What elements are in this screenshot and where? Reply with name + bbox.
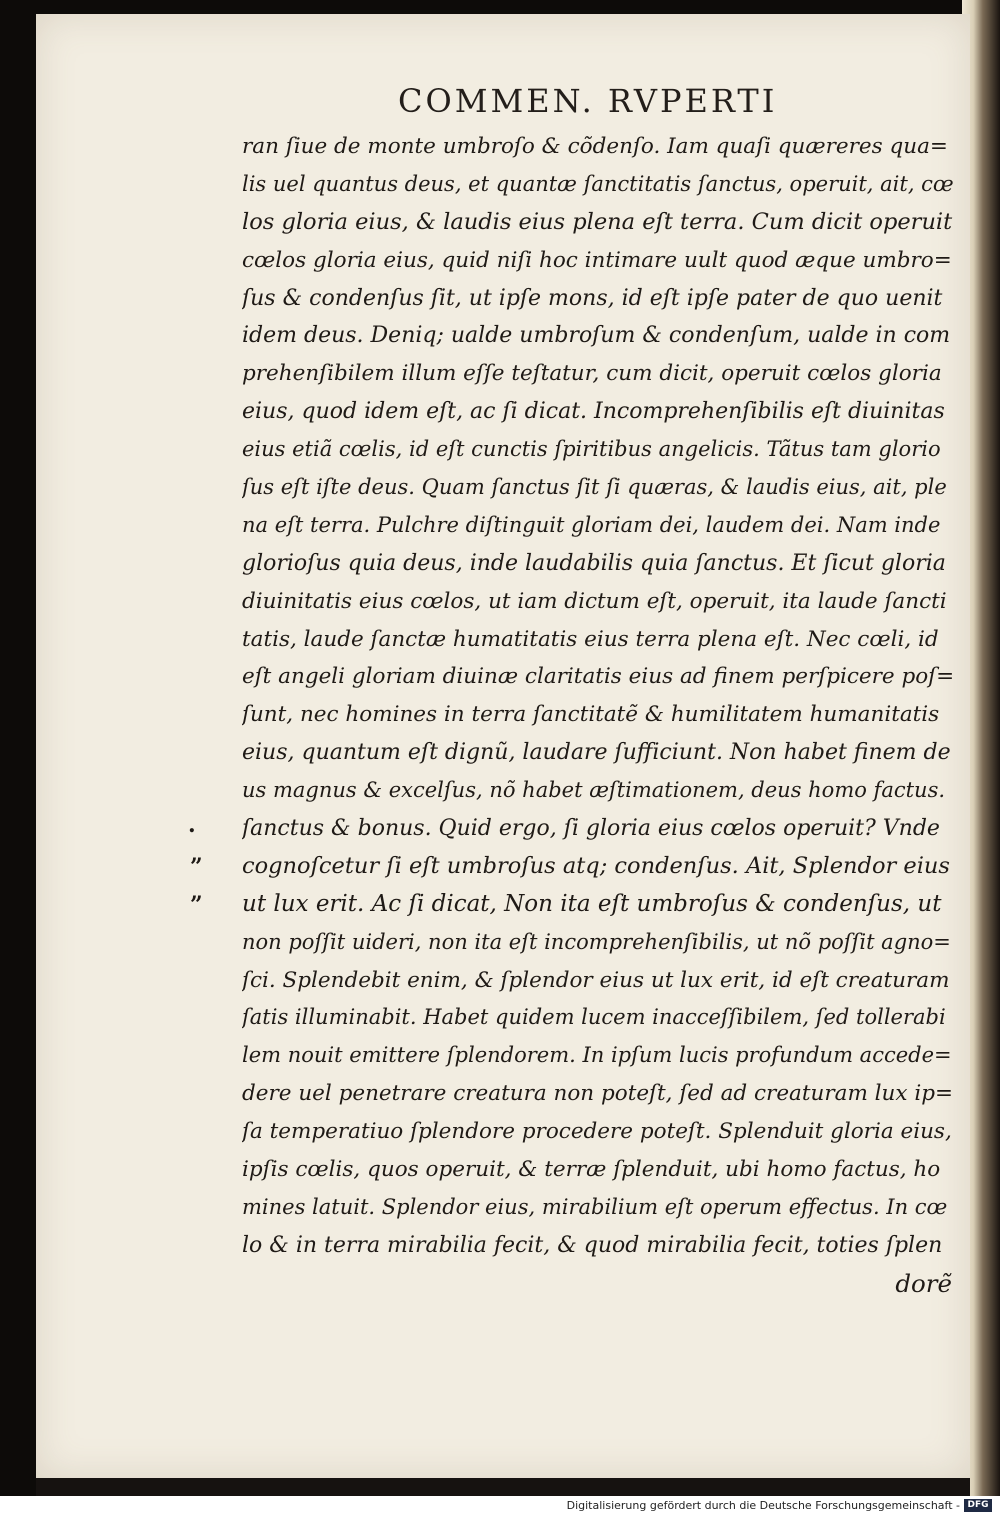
text-line: tatis, laude ſanctæ humatitatis eius terra plena eſt. Nec cœli, id xyxy=(242,626,939,652)
margin-dot: . xyxy=(188,812,196,838)
text-line: us magnus & excelſus, nõ habet æſtimationem, deus homo factus. xyxy=(242,778,946,803)
running-head: COMMEN. RVPERTI xyxy=(398,82,778,120)
text-line: prehenſibilem illum eſſe teſtatur, cum dicit, operuit cœlos gloria xyxy=(242,361,942,387)
text-line: cœlos gloria eius, quid niſi hoc intimare uult quod æque umbro= xyxy=(242,247,952,273)
text-line: idem deus. Deniq; ualde umbroſum & condenſum, ualde in com xyxy=(242,323,951,349)
text-line: mines latuit. Splendor eius, mirabilium eſt operum effectus. In cœ xyxy=(242,1194,948,1219)
text-line: eius, quantum eſt dignũ, laudare ſufficiunt. Non habet finem de xyxy=(242,740,951,766)
text-line: na eſt terra. Pulchre diſtinguit gloriam dei, laudem dei. Nam inde xyxy=(242,512,941,537)
text-line: los gloria eius, & laudis eius plena eſt terra. Cum dicit operuit xyxy=(242,208,953,235)
text-line: ſci. Splendebit enim, & ſplendor eius ut lux erit, id eſt creaturam xyxy=(242,967,950,993)
page-bottom-edge xyxy=(36,1478,970,1496)
text-line: lo & in terra mirabilia fecit, & quod mirabilia fecit, toties ſplen xyxy=(242,1232,943,1258)
margin-quote-mark: ” xyxy=(190,854,203,880)
text-line: eſt angeli gloriam diuinæ claritatis eius ad finem perſpicere poſ= xyxy=(242,664,954,690)
text-line: ſanctus & bonus. Quid ergo, ſi gloria eius cœlos operuit? Vnde xyxy=(242,816,940,842)
body-text xyxy=(242,128,954,1303)
dfg-logo: DFG xyxy=(964,1499,992,1512)
text-line: cognoſcetur ſi eſt umbroſus atq; condenſus. Ait, Splendor eius xyxy=(242,852,950,879)
text-line: ſa temperatiuo ſplendore procedere poteſt. Splenduit gloria eius, xyxy=(242,1119,952,1145)
catchword: dorẽ xyxy=(895,1268,952,1298)
text-line: ut lux erit. Ac ſi dicat, Non ita eſt umbroſus & condenſus, ut xyxy=(242,890,942,917)
text-line: ran ſiue de monte umbroſo & cõdenſo. Iam quaſi quæreres qua= xyxy=(242,134,948,159)
funding-credit: Digitalisierung gefördert durch die Deutsche Forschungsgemeinschaft - xyxy=(566,1499,960,1512)
text-line: dere uel penetrare creatura non poteſt, ſed ad creaturam lux ip= xyxy=(242,1081,954,1107)
text-line: eius, quod idem eſt, ac ſi dicat. Incomprehenſibilis eſt diuinitas xyxy=(242,399,945,425)
text-line: eius etiã cœlis, id eſt cunctis ſpiritibus angelicis. Tãtus tam glorio xyxy=(242,437,941,462)
text-line: ipſis cœlis, quos operuit, & terræ ſplenduit, ubi homo factus, ho xyxy=(242,1157,941,1183)
text-line: glorioſus quia deus, inde laudabilis quia ſanctus. Et ſicut gloria xyxy=(242,550,946,576)
text-line: ſunt, nec homines in terra ſanctitatẽ & humilitatem humanitatis xyxy=(242,702,940,728)
text-line: non poſſit uideri, non ita eſt incomprehenſibilis, ut nõ poſſit agno= xyxy=(242,929,951,954)
text-line: ſus eſt iſte deus. Quam ſanctus ſit ſi quæras, & laudis eius, ait, ple xyxy=(242,475,947,500)
text-line: lis uel quantus deus, et quantæ ſanctitatis ſanctus, operuit, ait, cœ xyxy=(242,171,954,196)
text-line: lem nouit emittere ſplendorem. In ipſum lucis profundum accede= xyxy=(242,1043,952,1068)
margin-quote-mark: ” xyxy=(190,892,203,918)
text-line: diuinitatis eius cœlos, ut iam dictum eſt, operuit, ita laude ſancti xyxy=(242,588,947,614)
text-line: ſus & condenſus ſit, ut ipſe mons, id eſt ipſe pater de quo uenit xyxy=(242,285,943,311)
text-line: ſatis illuminabit. Habet quidem lucem inacceſſibilem, ſed tollerabi xyxy=(242,1005,946,1030)
